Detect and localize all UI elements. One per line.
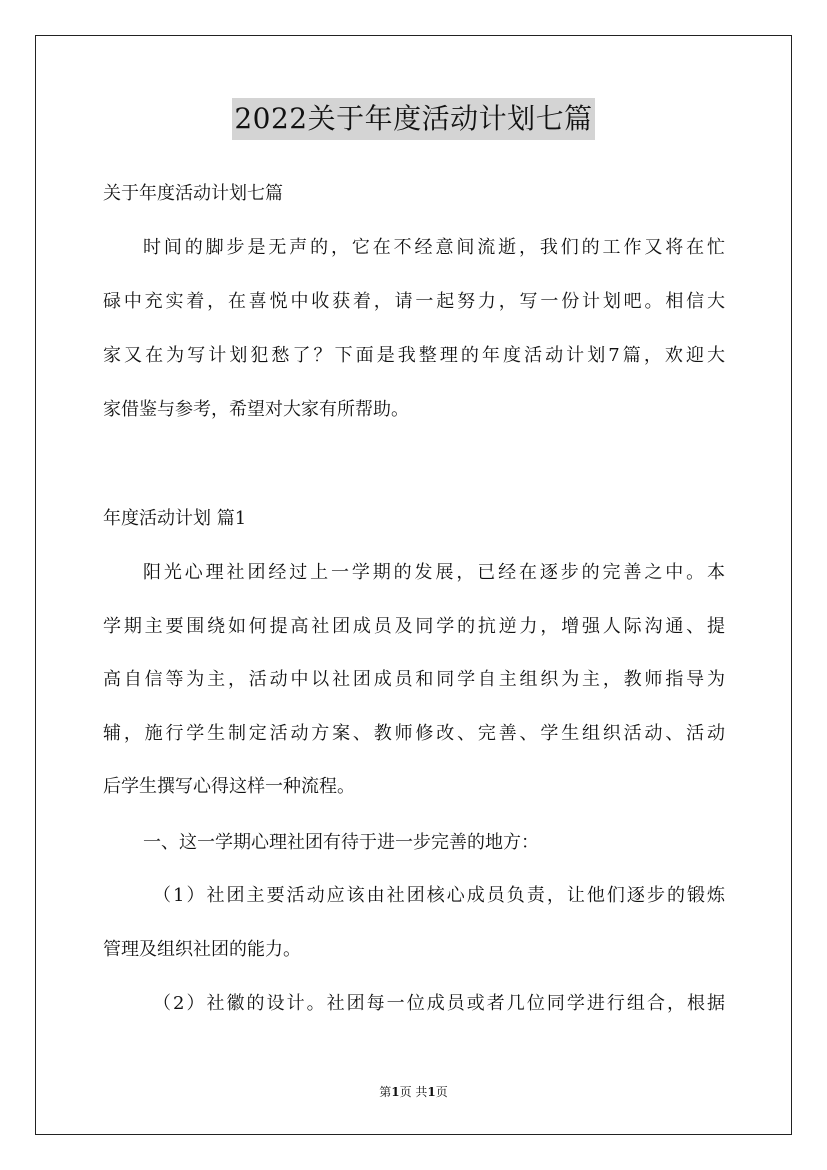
section1-line-3: 高自信等为主，活动中以社团成员和同学自主组织为主，教师指导为 [103, 669, 725, 690]
item1-line-2: 管理及组织社团的能力。 [103, 939, 301, 960]
section1-line-5: 后学生撰写心得这样一种流程。 [103, 776, 355, 797]
document-title: 2022关于年度活动计划七篇 [232, 98, 594, 140]
item1-line-1: （1）社团主要活动应该由社团核心成员负责，让他们逐步的锻炼 [153, 885, 725, 906]
section1-line-2: 学期主要围绕如何提高社团成员及同学的抗逆力，增强人际沟通、提 [103, 616, 725, 637]
footer-page-mid: 页 共 [399, 1085, 428, 1099]
page-footer [0, 1084, 827, 1100]
intro-line-1: 时间的脚步是无声的，它在不经意间流逝，我们的工作又将在忙 [143, 237, 725, 258]
section1-heading: 年度活动计划 篇1 [103, 508, 247, 529]
section1-line-4: 辅，施行学生制定活动方案、教师修改、完善、学生组织活动、活动 [103, 723, 725, 744]
footer-page-prefix: 第 [379, 1085, 392, 1099]
intro-line-4: 家借鉴与参考，希望对大家有所帮助。 [103, 399, 409, 420]
section1-line-1: 阳光心理社团经过上一学期的发展，已经在逐步的完善之中。本 [143, 562, 725, 583]
document-subtitle: 关于年度活动计划七篇 [103, 183, 283, 204]
intro-line-3: 家又在为写计划犯愁了？下面是我整理的年度活动计划7篇，欢迎大 [103, 345, 725, 366]
footer-page-total: 1 [427, 1085, 436, 1099]
list-heading: 一、这一学期心理社团有待于进一步完善的地方： [143, 832, 539, 853]
intro-line-2: 碌中充实着，在喜悦中收获着，请一起努力，写一份计划吧。相信大 [103, 291, 725, 312]
footer-page-current: 1 [391, 1085, 400, 1099]
title-container [0, 98, 827, 140]
item2-line-1: （2）社徽的设计。社团每一位成员或者几位同学进行组合，根据 [153, 993, 725, 1014]
footer-page-suffix: 页 [435, 1085, 448, 1099]
